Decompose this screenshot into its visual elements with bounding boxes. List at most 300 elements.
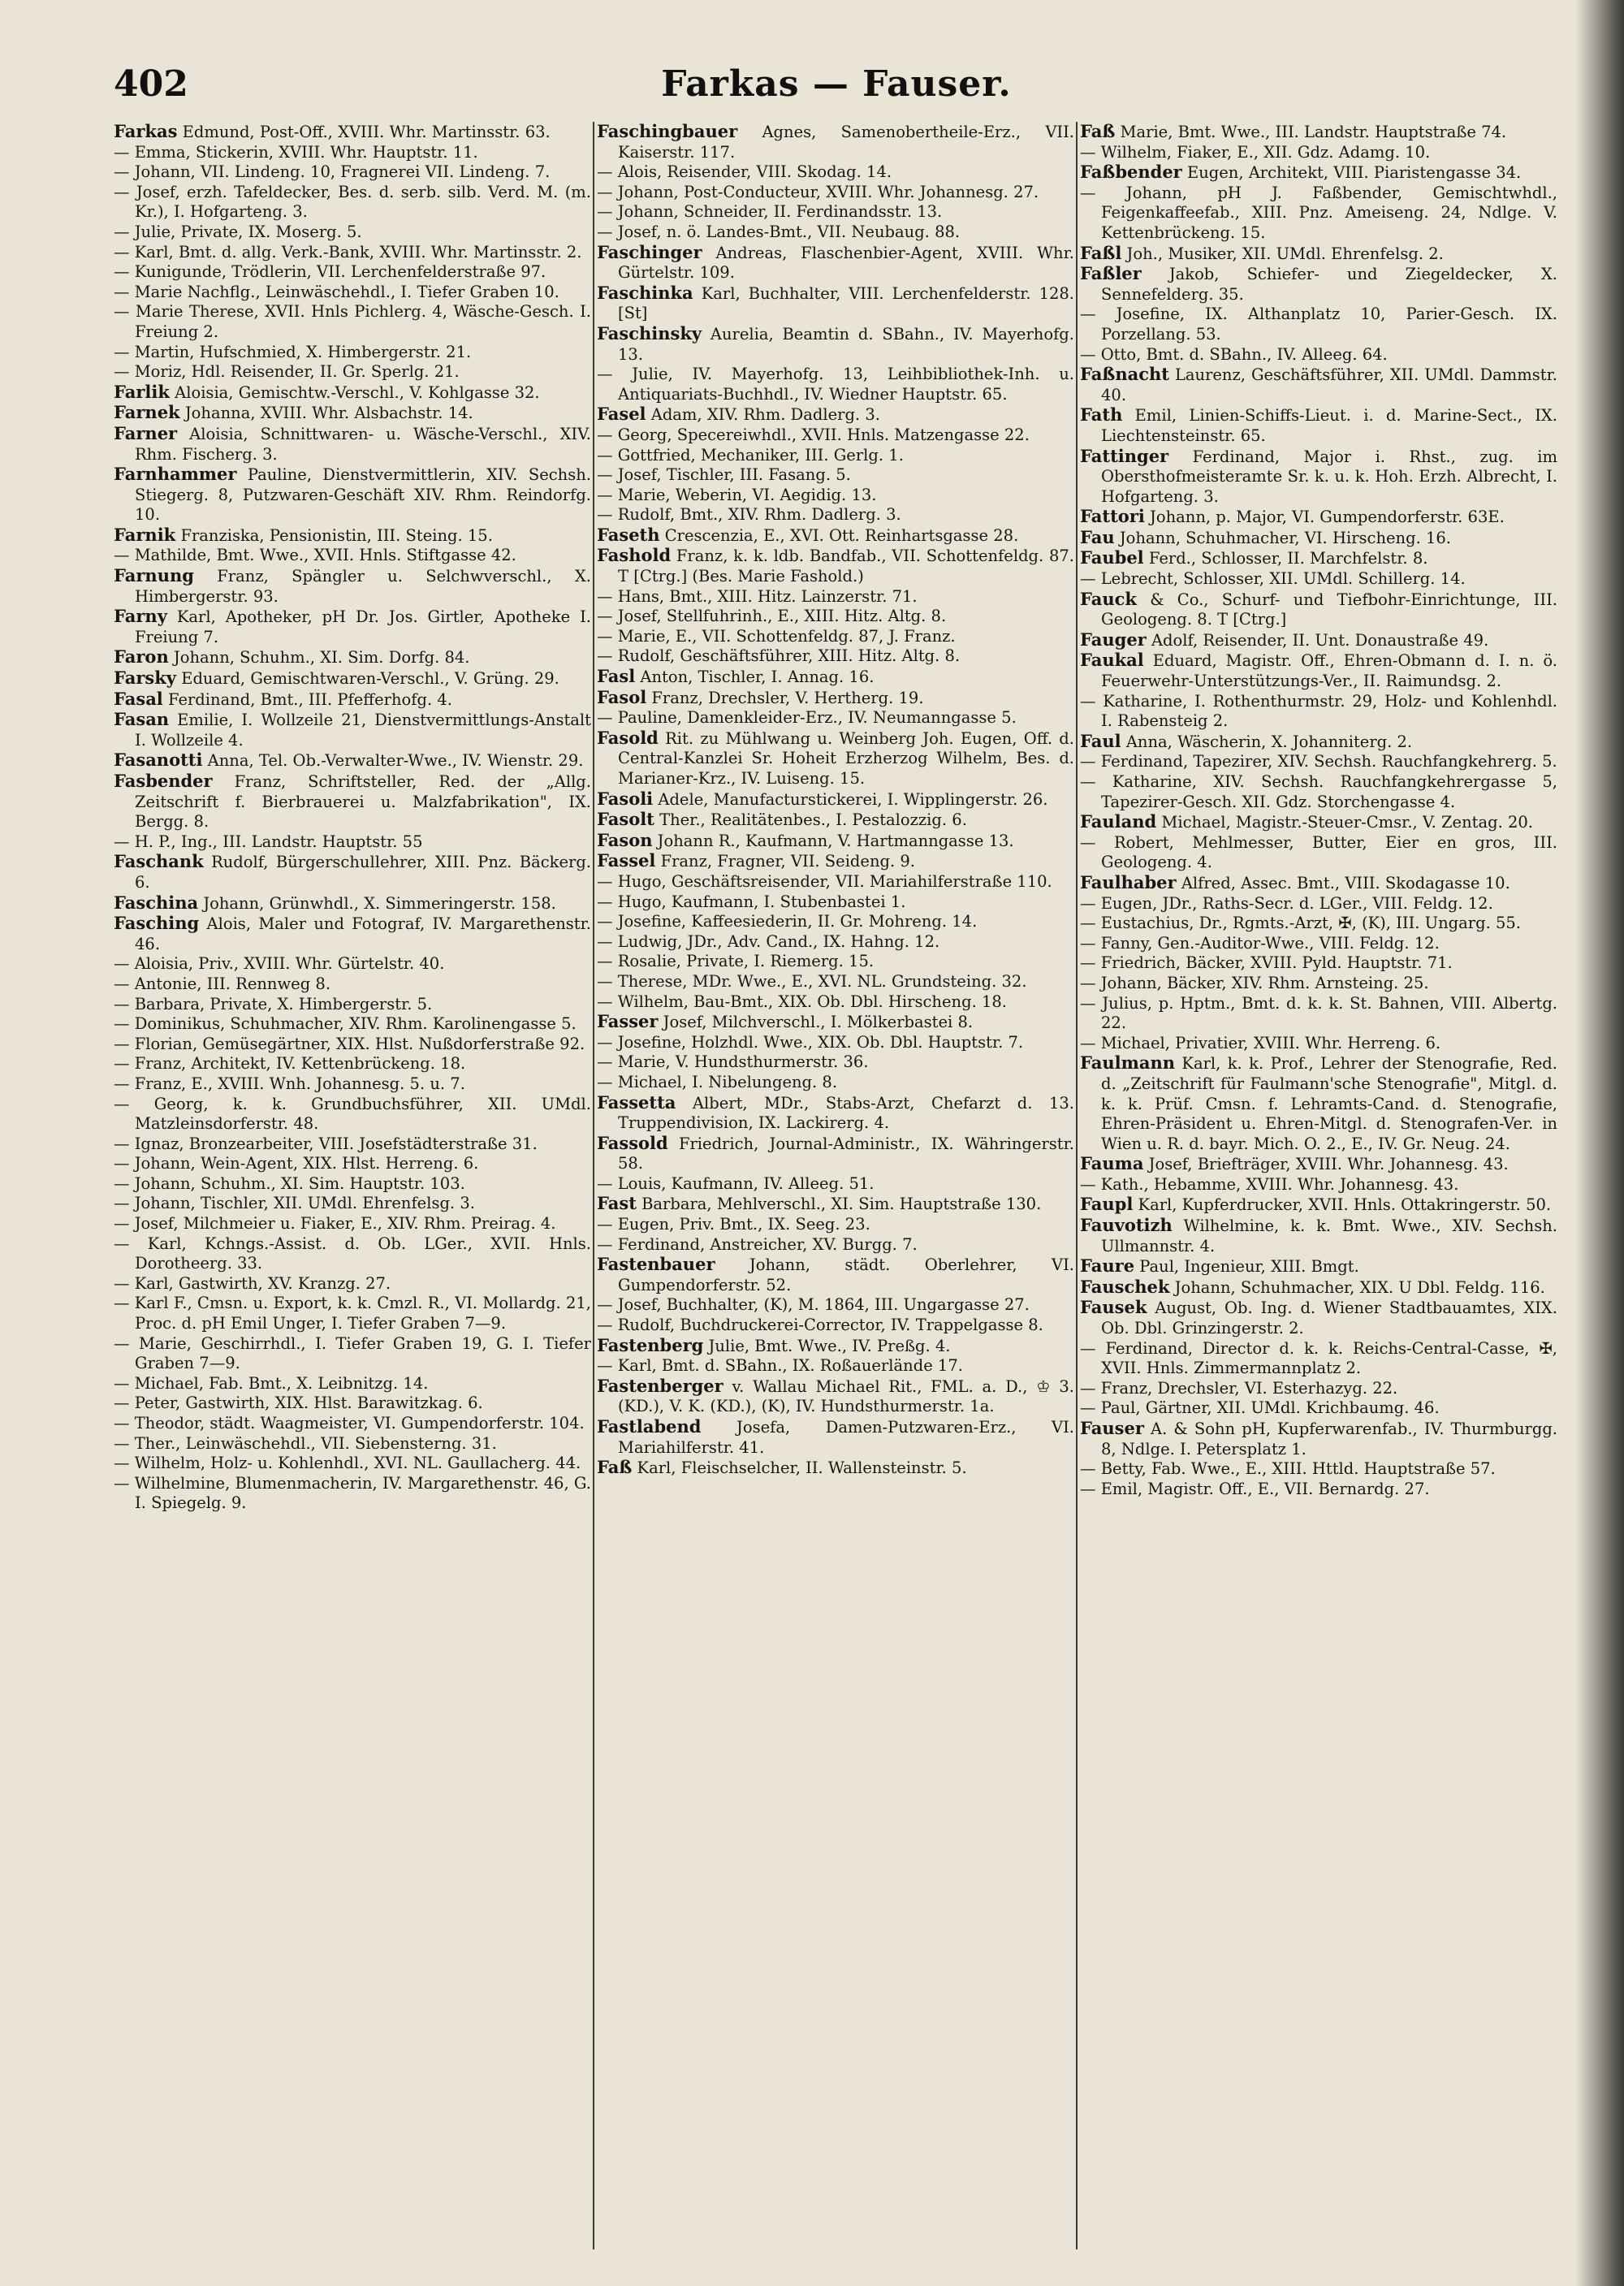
entry-text: Anna, Tel. Ob.-Verwalter-Wwe., IV. Wienstr. 29. — [207, 751, 584, 771]
column-divider — [1076, 122, 1078, 2249]
entry-text: Alois, Maler und Fotograf, IV. Margarethenstr. 46. — [135, 914, 591, 953]
entry-text: — Ther., Leinwäschehdl., VII. Siebensterng. 31. — [114, 1433, 497, 1453]
directory-entry — [597, 1012, 1074, 1033]
entry-text: August, Ob. Ing. d. Wiener Stadtbauamtes, XIX. Ob. Dbl. Grinzingerstr. 2. — [1101, 1299, 1557, 1338]
entry-text: — Julie, IV. Mayerhofg. 13, Leihbibliothek-Inh. u. Antiquariats-Buchhdl., IV. Wiedner Hauptstr. 65. — [597, 365, 1074, 404]
entry-surname: Faukal — [1080, 650, 1144, 671]
directory-entry — [1080, 732, 1557, 753]
directory-entry — [114, 403, 591, 424]
entry-surname: Faßl — [1080, 242, 1122, 263]
entry-text: Aloisia, Gemischtw.-Verschl., V. Kohlgasse 32. — [175, 382, 540, 402]
entry-text: Eugen, Architekt, VIII. Piaristengasse 34. — [1186, 163, 1522, 183]
directory-entry — [1080, 1419, 1557, 1459]
entry-text: — Theodor, städt. Waagmeister, VI. Gumpendorferstr. 104. — [114, 1414, 585, 1433]
entry-text: — Katharine, XIV. Sechsh. Rauchfangkehrergasse 5, Tapezirer-Gesch. XII. Gdz. Storchengasse 4. — [1080, 772, 1557, 811]
directory-entry — [1080, 1398, 1557, 1419]
entry-surname: Fastlabend — [597, 1416, 702, 1437]
directory-entry — [597, 1174, 1074, 1195]
directory-entry — [597, 1316, 1074, 1336]
entry-text: — Friedrich, Bäcker, XVIII. Pyld. Hauptstr. 71. — [1080, 953, 1453, 973]
entry-text: — Franz, Architekt, IV. Kettenbrückeng. 18. — [114, 1054, 466, 1074]
entry-text: — Wilhelm, Bau-Bmt., XIX. Ob. Dbl. Hirscheng. 18. — [597, 992, 1007, 1011]
directory-entry — [1080, 1379, 1557, 1399]
entry-text: — Moriz, Hdl. Reisender, II. Gr. Sperlg. 21. — [114, 362, 460, 382]
directory-entry — [114, 1454, 591, 1474]
entry-text: — Otto, Bmt. d. SBahn., IV. Alleeg. 64. — [1080, 344, 1388, 364]
directory-entry — [114, 1154, 591, 1174]
directory-entry — [114, 750, 591, 771]
directory-entry — [114, 710, 591, 750]
entry-surname: Fastenberg — [597, 1334, 704, 1355]
entry-text: Franz, Drechsler, V. Hertherg. 19. — [651, 688, 924, 707]
directory-entry — [114, 525, 591, 547]
entry-surname: Fasbender — [114, 771, 213, 791]
directory-entry — [597, 872, 1074, 892]
entry-text: Jakob, Schiefer- und Ziegeldecker, X. Sennefelderg. 35. — [1101, 265, 1557, 304]
directory-entry — [1080, 1053, 1557, 1154]
directory-entry — [114, 893, 591, 914]
directory-entry — [597, 1093, 1074, 1134]
entry-text: Marie, Bmt. Wwe., III. Landstr. Hauptstraße 74. — [1120, 123, 1507, 141]
entry-surname: Fastenberger — [597, 1375, 723, 1396]
entry-text: Aurelia, Beamtin d. SBahn., IV. Mayerhofg. 13. — [618, 324, 1074, 364]
entry-surname: Fasal — [114, 688, 163, 709]
entry-text: Michael, Magistr.-Steuer-Cmsr., V. Zentag. 20. — [1161, 813, 1533, 832]
entry-text: — Rudolf, Geschäftsführer, XIII. Hitz. Altg. 8. — [597, 646, 961, 666]
entry-text: Alfred, Assec. Bmt., VIII. Skodagasse 10. — [1181, 873, 1510, 892]
entry-text: — Louis, Kaufmann, IV. Alleeg. 51. — [597, 1173, 875, 1193]
entry-text: Adam, XIV. Rhm. Dadlerg. 3. — [650, 405, 880, 425]
directory-entry — [597, 404, 1074, 426]
entry-text: Eduard, Magistr. Off., Ehren-Obmann d. I. n. ö. Feuerwehr-Unterstützungs-Ver., II. Raimundsg. 2. — [1101, 651, 1557, 691]
directory-entry — [597, 587, 1074, 607]
entry-surname: Fashold — [597, 545, 672, 566]
directory-entry — [114, 668, 591, 689]
entry-surname: Faron — [114, 646, 169, 668]
entry-text: Albert, MDr., Stabs-Arzt, Chefarzt d. 13. Truppendivision, IX. Lackirerg. 4. — [618, 1093, 1074, 1133]
entry-text: & Co., Schurf- und Tiefbohr-Einrichtunge, III. Geologeng. 8. T [Ctrg.] — [1101, 590, 1557, 629]
directory-entry — [1080, 1298, 1557, 1338]
entry-text: — Emma, Stickerin, XVIII. Whr. Hauptstr. 11. — [114, 142, 478, 162]
entry-text: — Rosalie, Private, I. Riemerg. 15. — [597, 952, 875, 971]
entry-text: Aloisia, Schnittwaren- u. Wäsche-Verschl., XIV. Rhm. Fischerg. 3. — [135, 424, 591, 464]
directory-entry — [1080, 1339, 1557, 1379]
directory-entry — [597, 1073, 1074, 1093]
entry-text: Karl, Fleischselcher, II. Wallensteinstr. 5. — [637, 1458, 967, 1478]
entry-surname: Fasel — [597, 404, 646, 425]
entry-text: — Marie, Geschirrhdl., I. Tiefer Graben 19, G. I. Tiefer Graben 7—9. — [114, 1333, 591, 1373]
directory-entry — [597, 627, 1074, 647]
entry-text: — Michael, Fab. Bmt., X. Leibnitzg. 14. — [114, 1373, 429, 1393]
entry-text: — Michael, I. Nibelungeng. 8. — [597, 1072, 838, 1091]
entry-text: — Betty, Fab. Wwe., E., XIII. Httld. Hauptstraße 57. — [1080, 1459, 1496, 1479]
directory-entry — [114, 1095, 591, 1134]
entry-text: Ferdinand, Major i. Rhst., zug. im Obersthofmeisteramte Sr. k. u. k. Hoh. Erzh. Albrecht, I. Hofgarteng. 3. — [1101, 447, 1557, 506]
entry-surname: Faschinsky — [597, 322, 702, 344]
directory-entry — [1080, 507, 1557, 528]
entry-text: — Hans, Bmt., XIII. Hitz. Lainzerstr. 71. — [597, 586, 918, 606]
directory-entry — [1080, 894, 1557, 914]
entry-text: — Mathilde, Bmt. Wwe., XVII. Hnls. Stiftgasse 42. — [114, 546, 516, 565]
entry-text: — Wilhelm, Fiaker, E., XII. Gdz. Adamg. 10. — [1080, 142, 1431, 162]
directory-entry — [597, 912, 1074, 932]
page-header — [114, 63, 1559, 112]
directory-entry — [1080, 162, 1557, 184]
column-1 — [114, 122, 591, 2249]
entry-text: Andreas, Flaschenbier-Agent, XVIII. Whr. Gürtelstr. 109. — [618, 243, 1074, 283]
directory-entry — [1080, 590, 1557, 630]
entry-text: — Karl, Kchngs.-Assist. d. Ob. LGer., XVII. Hnls. Dorotheerg. 33. — [114, 1234, 591, 1273]
entry-surname: Fassel — [597, 850, 656, 871]
directory-entry — [597, 1336, 1074, 1357]
entry-text: — Florian, Gemüsegärtner, XIX. Hlst. Nußdorferstraße 92. — [114, 1034, 585, 1053]
column-3 — [1080, 122, 1557, 2249]
entry-text: — Karl, Bmt. d. SBahn., IX. Roßauerlände 17. — [597, 1356, 963, 1376]
directory-columns — [114, 122, 1559, 2249]
entry-text: Franz, k. k. ldb. Bandfab., VII. Schottenfeldg. 87. T [Ctrg.] (Bes. Marie Fashold.) — [618, 547, 1074, 586]
entry-surname: Farnhammer — [114, 464, 237, 485]
directory-entry — [1080, 1216, 1557, 1256]
entry-surname: Fauck — [1080, 588, 1137, 609]
entry-text: — Josef, Buchhalter, (K), M. 1864, III. Ungargasse 27. — [597, 1295, 1030, 1315]
entry-text: — Julius, p. Hptm., Bmt. d. k. k. St. Bahnen, VIII. Albertg. 22. — [1080, 993, 1557, 1033]
directory-entry — [597, 283, 1074, 324]
entry-text: Karl, Kupferdrucker, XVII. Hnls. Ottakringerstr. 50. — [1138, 1195, 1552, 1215]
directory-entry — [114, 771, 591, 832]
directory-entry — [597, 1033, 1074, 1053]
entry-surname: Fasol — [597, 686, 647, 707]
entry-surname: Fauschek — [1080, 1276, 1170, 1297]
entry-surname: Farsky — [114, 668, 177, 689]
directory-entry — [1080, 264, 1557, 305]
directory-entry — [114, 1394, 591, 1414]
directory-entry — [1080, 244, 1557, 265]
entry-surname: Fau — [1080, 526, 1115, 547]
directory-entry — [1080, 692, 1557, 732]
entry-surname: Faul — [1080, 730, 1121, 751]
directory-entry — [1080, 548, 1557, 569]
directory-entry — [114, 607, 591, 647]
entry-text: Ther., Realitätenbes., I. Pestalozzig. 6. — [659, 810, 967, 830]
directory-entry — [597, 831, 1074, 852]
directory-entry — [597, 162, 1074, 183]
entry-surname: Fassold — [597, 1132, 668, 1153]
entry-surname: Fasan — [114, 709, 170, 730]
directory-entry — [597, 810, 1074, 831]
entry-surname: Farnek — [114, 402, 180, 423]
entry-text: Anton, Tischler, I. Annag. 16. — [640, 668, 875, 687]
entry-text: — Eustachius, Dr., Rgmts.-Arzt, ✠, (K), III. Ungarg. 55. — [1080, 914, 1521, 933]
entry-text: — Katharine, I. Rothenthurmstr. 29, Holz- und Kohlenhdl. I. Rabensteig 2. — [1080, 691, 1557, 731]
entry-surname: Faß — [597, 1457, 633, 1478]
entry-text: — Josef, erzh. Tafeldecker, Bes. d. serb. silb. Verd. M. (m. Kr.), I. Hofgarteng. 3. — [114, 182, 591, 222]
directory-entry — [114, 995, 591, 1015]
directory-entry — [114, 1414, 591, 1434]
directory-entry — [114, 1194, 591, 1214]
entry-text: — Karl, Bmt. d. allg. Verk.-Bank, XVIII. Whr. Martinsstr. 2. — [114, 242, 582, 261]
entry-text: — Ludwig, JDr., Adv. Cand., IX. Hahng. 12. — [597, 931, 940, 951]
entry-text: — Ferdinand, Director d. k. k. Reichs-Central-Casse, ✠, XVII. Hnls. Zimmermannplatz 2. — [1080, 1338, 1557, 1378]
entry-text: — Josefine, Holzhdl. Wwe., XIX. Ob. Dbl. Hauptstr. 7. — [597, 1032, 1024, 1052]
entry-text: v. Wallau Michael Rit., FML. a. D., ♔ 3. (KD.), V. K. (KD.), (K), IV. Hundsthurmerstr. 1a. — [618, 1376, 1074, 1416]
directory-entry — [597, 992, 1074, 1013]
entry-surname: Farner — [114, 422, 178, 443]
directory-entry — [597, 708, 1074, 728]
entry-surname: Faschank — [114, 851, 204, 872]
entry-text: — Ferdinand, Tapezirer, XIV. Sechsh. Rauchfangkehrerg. 5. — [1080, 752, 1557, 771]
directory-entry — [114, 1274, 591, 1294]
directory-entry — [597, 525, 1074, 547]
directory-entry — [114, 143, 591, 163]
entry-text: — Dominikus, Schuhmacher, XIV. Rhm. Karolinengasse 5. — [114, 1014, 577, 1034]
entry-text: Edmund, Post-Off., XVIII. Whr. Martinsstr. 63. — [182, 123, 551, 141]
entry-surname: Fath — [1080, 404, 1123, 426]
entry-text: — Fanny, Gen.-Auditor-Wwe., VIII. Feldg. 12. — [1080, 933, 1440, 953]
directory-entry — [114, 283, 591, 303]
entry-text: Johann, Schuhm., XI. Sim. Dorfg. 84. — [173, 648, 470, 668]
entry-text: — Josefine, IX. Althanplatz 10, Parier-Gesch. IX. Porzellang. 53. — [1080, 305, 1557, 344]
entry-text: Agnes, Samenobertheile-Erz., VII. Kaiserstr. 117. — [618, 123, 1074, 162]
entry-text: — Johann, VII. Lindeng. 10, Fragnerei VII. Lindeng. 7. — [114, 162, 551, 182]
entry-surname: Fauvotizh — [1080, 1215, 1173, 1236]
directory-entry — [114, 1134, 591, 1155]
column-divider — [593, 122, 594, 2249]
entry-text: — Franz, E., XVIII. Wnh. Johannesg. 5. u. 7. — [114, 1074, 465, 1093]
entry-surname: Faulhaber — [1080, 871, 1177, 892]
directory-entry — [114, 1294, 591, 1333]
directory-entry — [114, 223, 591, 243]
directory-entry — [597, 365, 1074, 404]
entry-surname: Faubel — [1080, 547, 1144, 568]
entry-surname: Farnung — [114, 565, 194, 586]
entry-text: Wilhelmine, k. k. Bmt. Wwe., XIV. Sechsh. Ullmannstr. 4. — [1101, 1216, 1557, 1255]
entry-surname: Fasser — [597, 1011, 659, 1032]
directory-entry — [1080, 752, 1557, 772]
entry-surname: Faulmann — [1080, 1052, 1175, 1074]
entry-text: Franz, Fragner, VII. Seideng. 9. — [660, 852, 915, 871]
directory-entry — [114, 1174, 591, 1195]
directory-entry — [114, 183, 591, 223]
entry-text: — Josef, Stellfuhrinh., E., XIII. Hitz. Altg. 8. — [597, 607, 947, 626]
directory-entry — [114, 954, 591, 974]
entry-text: — Marie, V. Hundsthurmerstr. 36. — [597, 1052, 869, 1072]
directory-entry — [1080, 1459, 1557, 1480]
directory-entry — [1080, 953, 1557, 974]
entry-text: Emil, Linien-Schiffs-Lieut. i. d. Marine-Sect., IX. Liechtensteinstr. 65. — [1101, 406, 1557, 445]
entry-text: — Josef, Milchmeier u. Fiaker, E., XIV. Rhm. Preirag. 4. — [114, 1214, 556, 1234]
entry-surname: Faure — [1080, 1255, 1135, 1277]
entry-text: Barbara, Mehlverschl., XI. Sim. Hauptstraße 130. — [641, 1195, 1042, 1214]
entry-text: Josef, Briefträger, XVIII. Whr. Johannesg. 43. — [1148, 1155, 1509, 1174]
entry-text: Josef, Milchverschl., I. Mölkerbastei 8. — [663, 1013, 974, 1032]
entry-text: — Johann, Post-Conducteur, XVIII. Whr. Johannesg. 27. — [597, 182, 1039, 201]
entry-text: — Marie Nachflg., Leinwäschehdl., I. Tiefer Graben 10. — [114, 282, 559, 301]
directory-entry — [114, 1334, 591, 1374]
directory-entry — [597, 892, 1074, 913]
directory-entry — [114, 1035, 591, 1055]
entry-text: Adolf, Reisender, II. Unt. Donaustraße 49. — [1151, 630, 1489, 650]
entry-text: — Lebrecht, Schlosser, XII. UMdl. Schillerg. 14. — [1080, 569, 1466, 589]
entry-text: — Michael, Privatier, XVIII. Whr. Herreng. 6. — [1080, 1033, 1441, 1052]
entry-text: — Marie, E., VII. Schottenfeldg. 87, J. Franz. — [597, 626, 956, 646]
directory-entry — [114, 162, 591, 183]
directory-entry — [1080, 1034, 1557, 1054]
directory-entry — [1080, 873, 1557, 894]
entry-surname: Fauma — [1080, 1153, 1144, 1174]
entry-surname: Fauger — [1080, 629, 1147, 650]
entry-text: — Hugo, Kaufmann, I. Stubenbastei 1. — [597, 892, 906, 911]
entry-surname: Fauland — [1080, 811, 1157, 832]
entry-surname: Fattori — [1080, 506, 1145, 527]
page-number: 402 — [114, 63, 188, 105]
entry-text: — Barbara, Private, X. Himbergerstr. 5. — [114, 994, 433, 1013]
entry-surname: Fasl — [597, 666, 636, 687]
entry-surname: Fasoli — [597, 788, 654, 809]
directory-entry — [1080, 569, 1557, 590]
directory-entry — [114, 1434, 591, 1454]
directory-entry — [597, 728, 1074, 789]
directory-entry — [597, 486, 1074, 506]
entry-text: — Josefine, Kaffeesiederin, II. Gr. Mohreng. 14. — [597, 912, 978, 931]
directory-entry — [597, 1295, 1074, 1316]
entry-text: Johann R., Kaufmann, V. Hartmanngasse 13. — [657, 831, 1014, 850]
directory-entry — [597, 243, 1074, 283]
entry-text: — Georg, Specereiwhdl., XVII. Hnls. Matzengasse 22. — [597, 425, 1030, 444]
directory-entry — [114, 647, 591, 668]
directory-entry — [597, 223, 1074, 243]
entry-text: — Robert, Mehlmesser, Butter, Eier en gros, III. Geologeng. 4. — [1080, 832, 1557, 872]
entry-text: — Josef, Tischler, III. Fasang. 5. — [597, 465, 851, 485]
directory-entry — [114, 122, 591, 143]
directory-entry — [597, 932, 1074, 953]
directory-entry — [1080, 345, 1557, 365]
entry-text: Johann, städt. Oberlehrer, VI. Gumpendorferstr. 52. — [618, 1255, 1074, 1294]
directory-entry — [114, 343, 591, 363]
entry-text: Julie, Bmt. Wwe., IV. Preßg. 4. — [708, 1336, 951, 1355]
entry-text: — Karl, Gastwirth, XV. Kranzg. 27. — [114, 1273, 391, 1293]
directory-entry — [597, 1235, 1074, 1255]
directory-entry — [1080, 447, 1557, 508]
entry-text: — Kath., Hebamme, XVIII. Whr. Johannesg. 43. — [1080, 1174, 1459, 1194]
entry-surname: Faschingbauer — [597, 122, 738, 141]
directory-entry — [1080, 1277, 1557, 1299]
entry-surname: Farny — [114, 606, 167, 627]
entry-text: Johann, Schuhmacher, XIX. U Dbl. Feldg. 116. — [1174, 1277, 1545, 1297]
entry-text: Johann, Grünwhdl., X. Simmeringerstr. 158. — [203, 893, 556, 913]
directory-entry — [114, 302, 591, 342]
directory-entry — [1080, 1256, 1557, 1277]
directory-entry — [1080, 528, 1557, 549]
entry-text: — Eugen, JDr., Raths-Secr. d. LGer., VIII. Feldg. 12. — [1080, 893, 1493, 913]
entry-text: Karl, k. k. Prof., Lehrer der Stenografie, Red. d. „Zeitschrift für Faulmann'sche Stenografie", Mitgl. d. k. k. Prüf. Cmsn. f. Lehramts-Cand. d. Stenografie, Ehren-Präsident u. Ehren-Mitgl. d. Stenografen-Ver. in Wien u. R. d. bayr. Mich. O. 2., E., IV. Gr. Neug. 24. — [1101, 1054, 1557, 1153]
entry-text: — Peter, Gastwirth, XIX. Hlst. Barawitzkag. 6. — [114, 1394, 483, 1413]
entry-text: Ferd., Schlosser, II. Marchfelstr. 8. — [1148, 549, 1428, 568]
directory-entry — [1080, 833, 1557, 873]
directory-entry — [114, 689, 591, 711]
entry-text: — Kunigunde, Trödlerin, VII. Lerchenfelderstraße 97. — [114, 262, 546, 282]
entry-text: Rudolf, Bürgerschullehrer, XIII. Pnz. Bäckerg. 6. — [135, 853, 591, 892]
entry-text: — Alois, Reisender, VIII. Skodag. 14. — [597, 162, 892, 182]
directory-entry — [597, 972, 1074, 992]
entry-text: — Johann, pH J. Faßbender, Gemischtwhdl., Feigenkaffeefab., XIII. Pnz. Ameiseng. 24, Ndlge. V. Kettenbrückeng. 15. — [1080, 183, 1557, 242]
entry-text: — Eugen, Priv. Bmt., IX. Seeg. 23. — [597, 1215, 870, 1234]
directory-entry — [597, 851, 1074, 872]
directory-entry — [1080, 994, 1557, 1034]
entry-text: Anna, Wäscherin, X. Johanniterg. 2. — [1125, 732, 1413, 751]
directory-entry — [1080, 184, 1557, 244]
directory-entry — [114, 1234, 591, 1274]
entry-text: — Karl F., Cmsn. u. Export, k. k. Cmzl. R., VI. Mollardg. 21, Proc. d. pH Emil Unger, I. Tiefer Graben 7—9. — [114, 1294, 591, 1333]
entry-text: — Johann, Tischler, XII. UMdl. Ehrenfelsg. 3. — [114, 1194, 475, 1213]
entry-surname: Fasching — [114, 913, 200, 934]
directory-entry — [1080, 914, 1557, 934]
entry-surname: Faseth — [597, 524, 660, 545]
entry-surname: Faß — [1080, 122, 1116, 141]
entry-surname: Fasold — [597, 727, 659, 748]
entry-text: Emilie, I. Wollzeile 21, Dienstvermittlungs-Anstalt I. Wollzeile 4. — [135, 711, 591, 750]
directory-entry — [597, 465, 1074, 486]
entry-text: — Georg, k. k. Grundbuchsführer, XII. UMdl. Matzleinsdorferstr. 48. — [114, 1094, 591, 1134]
directory-entry — [114, 546, 591, 566]
entry-surname: Farlik — [114, 381, 170, 402]
entry-text: — Julie, Private, IX. Moserg. 5. — [114, 222, 362, 241]
entry-surname: Faschinger — [597, 241, 702, 262]
entry-text: — Josef, n. ö. Landes-Bmt., VII. Neubaug. 88. — [597, 222, 961, 241]
directory-entry — [597, 1376, 1074, 1417]
entry-text: Johanna, XVIII. Whr. Alsbachstr. 14. — [184, 404, 473, 423]
entry-surname: Fast — [597, 1193, 637, 1214]
entry-text: — Martin, Hufschmied, X. Himbergerstr. 21. — [114, 342, 472, 361]
directory-entry — [597, 1458, 1074, 1479]
entry-text: — Rudolf, Buchdruckerei-Corrector, IV. Trappelgasse 8. — [597, 1316, 1043, 1335]
directory-entry — [114, 465, 591, 525]
directory-entry — [597, 1194, 1074, 1215]
directory-entry — [114, 1474, 591, 1514]
entry-surname: Fattinger — [1080, 445, 1169, 466]
entry-surname: Faßler — [1080, 263, 1142, 284]
directory-entry — [597, 546, 1074, 586]
directory-entry — [597, 952, 1074, 972]
directory-entry — [114, 832, 591, 853]
entry-text: — Franz, Drechsler, VI. Esterhazyg. 22. — [1080, 1378, 1398, 1398]
directory-entry — [114, 566, 591, 607]
directory-entry — [1080, 650, 1557, 691]
entry-surname: Fauser — [1080, 1418, 1144, 1438]
entry-surname: Faschinka — [597, 282, 693, 303]
entry-surname: Farnik — [114, 524, 176, 545]
entry-surname: Faßnacht — [1080, 364, 1169, 385]
entry-text: Johann, p. Major, VI. Gumpendorferstr. 63E. — [1150, 508, 1505, 527]
entry-surname: Faschina — [114, 892, 199, 913]
directory-entry — [114, 1214, 591, 1234]
directory-entry — [1080, 122, 1557, 143]
directory-entry — [114, 362, 591, 382]
entry-surname: Fassetta — [597, 1091, 676, 1113]
directory-entry — [597, 122, 1074, 162]
directory-entry — [597, 1052, 1074, 1073]
entry-text: Johann, Schuhmacher, VI. Hirscheng. 16. — [1119, 528, 1451, 547]
directory-entry — [114, 1054, 591, 1074]
running-title: Farkas — Fauser. — [661, 63, 1012, 105]
directory-entry — [597, 607, 1074, 627]
directory-entry — [1080, 143, 1557, 163]
directory-entry — [114, 1074, 591, 1095]
entry-text: Franziska, Pensionistin, III. Steing. 15. — [180, 525, 493, 545]
entry-surname: Faupl — [1080, 1194, 1134, 1215]
directory-entry — [597, 688, 1074, 709]
entry-text: Adele, Manufacturstickerei, I. Wipplingerstr. 26. — [658, 789, 1048, 809]
directory-entry — [597, 646, 1074, 667]
